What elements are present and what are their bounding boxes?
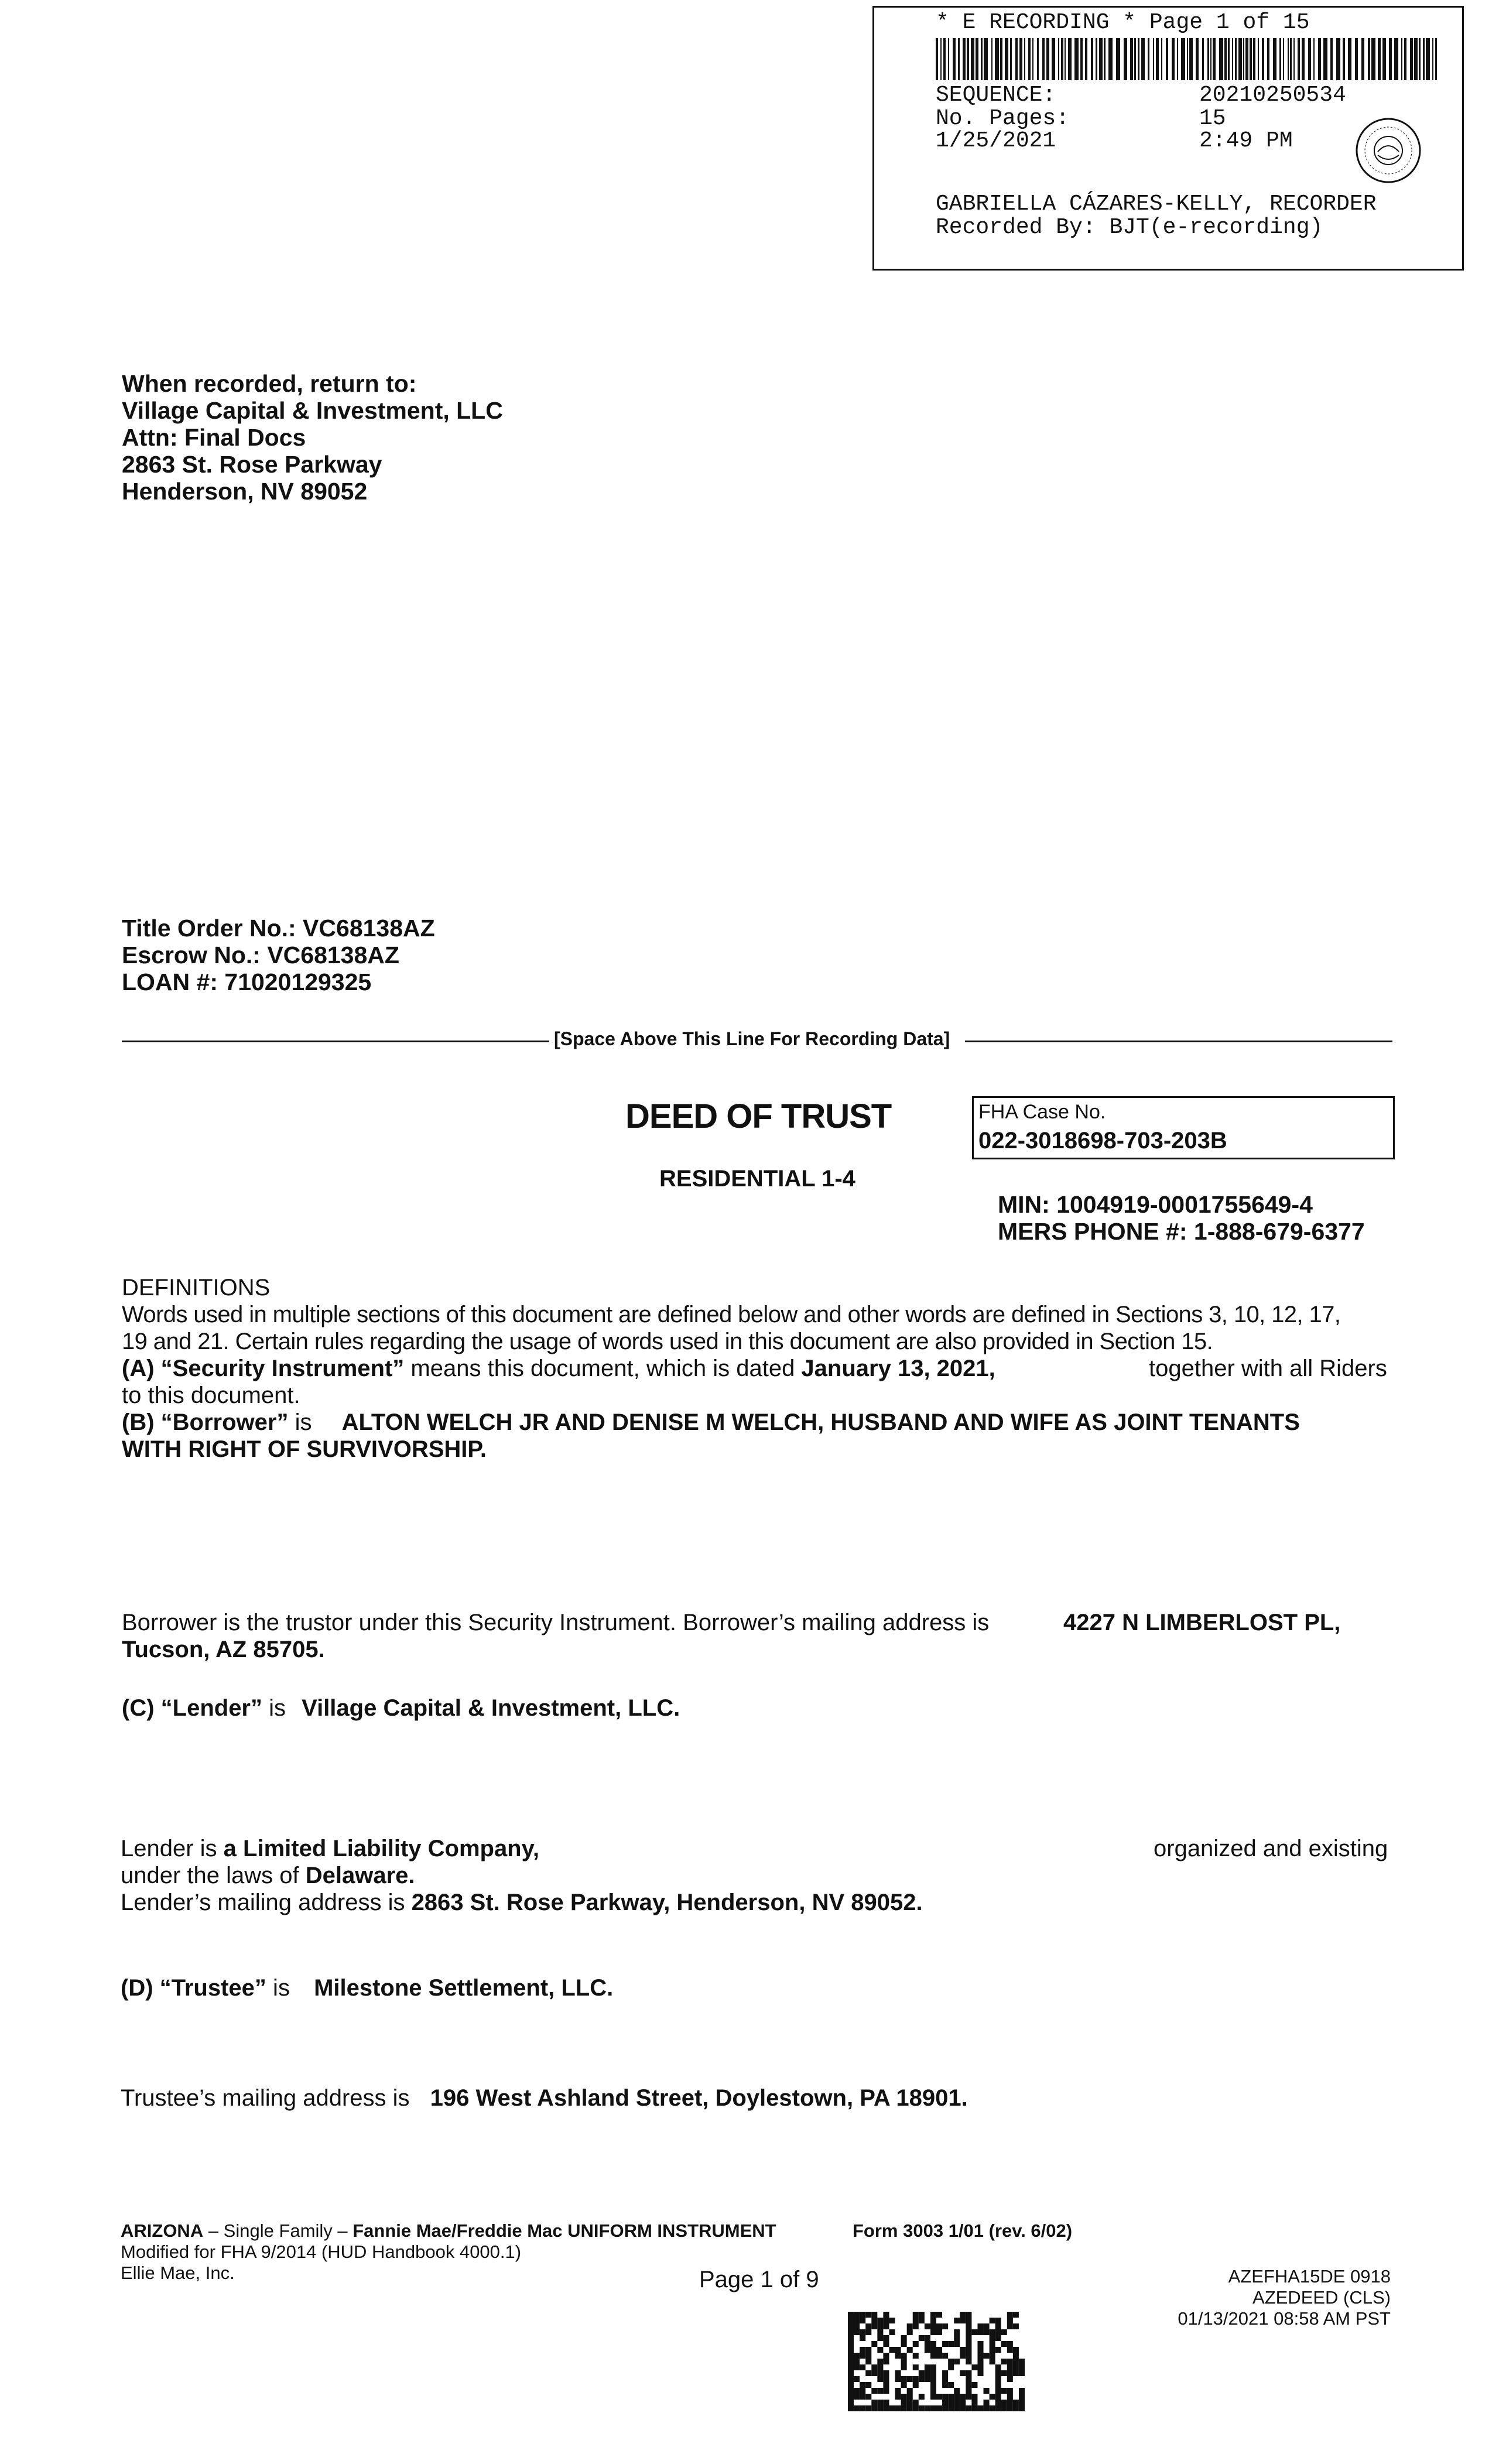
return-to-block [122,370,503,505]
lender-type: a Limited Liability Company, [223,1836,540,1861]
fha-case-box [972,1096,1395,1159]
trustee-address: 196 West Ashland Street, Doylestown, PA 18901. [430,2085,968,2111]
definition-c-is: is [262,1695,293,1721]
recording-rule-left [122,1041,549,1042]
fha-case-value: 022-3018698-703-203B [978,1128,1227,1154]
definition-b-is: is [288,1409,319,1435]
trustor-address-1: 4227 N LIMBERLOST PL, [1063,1610,1341,1635]
return-heading: When recorded, return to: [122,370,417,397]
document-title: DEED OF TRUST [625,1097,892,1135]
pages-label: No. Pages: [936,106,1070,131]
lender-name: Village Capital & Investment, LLC. [302,1695,680,1721]
datamatrix-barcode-icon [848,2312,1025,2411]
definitions-intro-2: 19 and 21. Certain rules regarding the usage of words used in this document are also provided in Section 15. [122,1329,1213,1354]
footer-code-2: AZEDEED (CLS) [1252,2287,1391,2308]
borrower-names: ALTON WELCH JR AND DENISE M WELCH, HUSBAND AND WIFE AS JOINT TENANTS [341,1409,1300,1435]
definition-a-label: (A) “Security Instrument” [122,1356,405,1381]
footer-codes [1178,2266,1391,2329]
recording-rule-right [965,1041,1392,1042]
sequence-value: 20210250534 [1199,83,1346,108]
trustee-address-line [121,2085,968,2111]
definition-c-label: (C) “Lender” [122,1695,262,1721]
barcode-icon [936,38,1439,80]
laws-line [121,1862,415,1889]
recorded-by: Recorded By: BJT(e-recording) [936,215,1323,240]
definition-a-date: January 13, 2021, [801,1356,995,1381]
recording-line-label: [Space Above This Line For Recording Data] [554,1028,950,1049]
footer-form-rest: – Single Family – [203,2220,353,2241]
definition-a-text: means this document, which is dated [404,1356,802,1381]
definition-b-label: (B) “Borrower” [122,1409,289,1435]
borrower-names-2: WITH RIGHT OF SURVIVORSHIP. [122,1436,487,1462]
return-street: 2863 St. Rose Parkway [122,451,382,478]
lender-address: 2863 St. Rose Parkway, Henderson, NV 89052. [411,1890,923,1915]
footer-code-3: 01/13/2021 08:58 AM PST [1178,2308,1391,2329]
definitions-heading: DEFINITIONS [122,1275,271,1301]
footer-state: ARIZONA [121,2220,204,2241]
recording-stamp [872,6,1464,271]
footer-vendor: Ellie Mae, Inc. [121,2263,235,2283]
fha-case-label: FHA Case No. [978,1101,1106,1123]
trustor-address-2: Tucson, AZ 85705. [122,1637,325,1662]
document-subtitle: RESIDENTIAL 1-4 [659,1166,855,1192]
title-order-number: Title Order No.: VC68138AZ [122,915,435,942]
lender-address-label: Lender’s mailing address is [121,1890,412,1915]
trustee-name: Milestone Settlement, LLC. [314,1975,614,2001]
definition-a [122,1355,995,1382]
escrow-number: Escrow No.: VC68138AZ [122,942,399,969]
county-seal-icon [1354,117,1422,184]
footer-code-1: AZEFHA15DE 0918 [1228,2266,1391,2287]
loan-number: LOAN #: 71020129325 [122,969,372,995]
footer-page-number: Page 1 of 9 [699,2267,819,2292]
trustor-text: Borrower is the trustor under this Security Instrument. Borrower’s mailing address is [122,1610,990,1635]
lender-is: Lender is [121,1836,224,1861]
definition-d [121,1974,613,2001]
definition-a-line2: to this document. [122,1382,300,1408]
footer-form-bold: Fannie Mae/Freddie Mac UNIFORM INSTRUMENT [352,2220,776,2241]
recorder-name: GABRIELLA CÁZARES-KELLY, RECORDER [936,191,1377,217]
mers-block [998,1191,1365,1245]
record-time: 2:49 PM [1199,128,1293,153]
definition-a-tail: together with all Riders [1149,1356,1387,1381]
sequence-label: SEQUENCE: [936,83,1056,108]
mers-phone: MERS PHONE #: 1-888-679-6377 [998,1218,1365,1245]
laws-state: Delaware. [305,1863,415,1888]
stamp-header: * E RECORDING * Page 1 of 15 [936,10,1310,35]
footer-form-number: Form 3003 1/01 (rev. 6/02) [853,2220,1073,2241]
return-company: Village Capital & Investment, LLC [122,397,503,424]
definitions-intro-1: Words used in multiple sections of this document are defined below and other words are defined in Sections 3, 10, 12, 17, [122,1302,1341,1327]
order-info-block [122,915,435,995]
definition-d-is: is [266,1975,297,2001]
lender-address-line [121,1889,923,1916]
trustee-address-label: Trustee’s mailing address is [121,2085,416,2111]
return-attn: Attn: Final Docs [122,424,306,451]
pages-value: 15 [1199,106,1226,131]
footer-form-line [121,2220,776,2241]
footer-modified: Modified for FHA 9/2014 (HUD Handbook 4000.1) [121,2241,522,2262]
lender-type-line [121,1835,539,1862]
min-number: MIN: 1004919-0001755649-4 [998,1191,1313,1218]
definition-c [122,1695,680,1722]
definition-b [122,1409,1300,1436]
laws-of: under the laws of [121,1863,306,1888]
record-date: 1/25/2021 [936,128,1056,153]
organized-existing: organized and existing [1154,1836,1388,1861]
return-city: Henderson, NV 89052 [122,478,368,505]
definition-d-label: (D) “Trustee” [121,1975,266,2001]
